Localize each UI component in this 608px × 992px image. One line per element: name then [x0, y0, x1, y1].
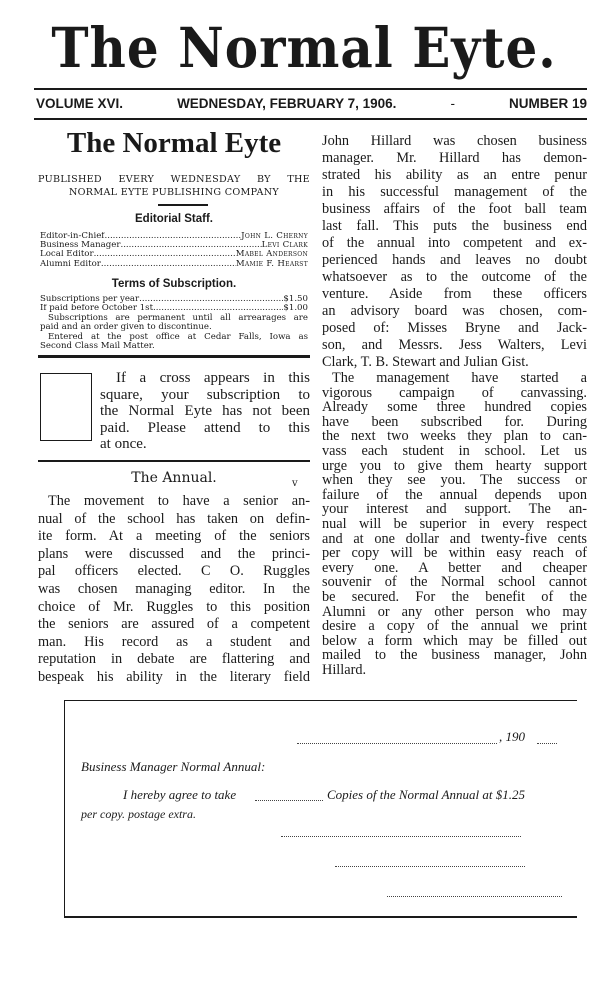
published-line: PUBLISHED EVERY WEDNESDAY BY THE [38, 174, 310, 185]
published-line: NORMAL EYTE PUBLISHING COMPANY [68, 187, 280, 198]
name-field[interactable] [281, 836, 521, 837]
text-line: when they see you. The success or [322, 472, 587, 489]
text-line: last fall. This puts the business end [322, 218, 587, 234]
text-line: every one. A better and cheaper [322, 559, 587, 576]
paper-title: The Normal Eyte [66, 127, 282, 159]
check-mark: v [292, 478, 298, 489]
text-line: John Hillard was chosen business [322, 133, 587, 149]
staff-row: Business Manager ..... Levi Clark [40, 241, 308, 250]
text-line: choice of Mr. Ruggles to this position [38, 598, 310, 615]
terms-note: Second Class Mail Matter. [40, 341, 155, 352]
staff-heading: Editorial Staff. [135, 213, 213, 225]
text-line: Alumni or any other person who may [322, 603, 587, 620]
text-line: of the annual into competent and ex- [322, 235, 587, 251]
agree-suffix: Copies of the Normal Annual at $1.25 [327, 787, 526, 802]
text-line: vass each student in school. Let us [322, 442, 587, 459]
text-line: be secured. For the benefit of the [322, 588, 587, 605]
terms-note: Entered at the post office at Cedar Falls, Iowa as [48, 331, 308, 342]
text-line: whatsoever as to the outcome of the [322, 269, 587, 285]
text-line: business affairs of the foot ball team [322, 201, 587, 217]
text-line: plans were discussed and the princi- [38, 545, 310, 562]
text-line: perienced hands and leaves no doubt [322, 252, 587, 268]
text-line: souvenir of the Normal school cannot [322, 574, 587, 591]
text-line: The movement to have a senior an- [48, 493, 310, 509]
text-line: vigorous campaign of canvassing. [322, 384, 587, 401]
text-line: and at one dollar and twenty-five cents [322, 530, 587, 547]
text-line: venture. Aside from these officers [322, 286, 587, 302]
terms-note: paid and an order given to discontinue. [40, 322, 212, 333]
issue-header [36, 96, 587, 111]
text-line: The management have started a [332, 370, 587, 386]
text-line: desire a copy of the annual we print [322, 618, 587, 635]
text-line: nual will be superior in every respect [322, 515, 587, 532]
terms-row: If paid before October 1st ..... $1.00 [40, 304, 308, 313]
issue-number: NUMBER 19 [508, 96, 587, 111]
top-rule [34, 88, 587, 90]
masthead-title: The Normal Eyte. [51, 15, 557, 80]
text-line: reputation in debate are flattering and [38, 651, 310, 668]
text-line: the next two weeks they plan to can- [322, 428, 587, 445]
text-line: pal officers elected. C O. Ruggles [38, 563, 310, 580]
header-separator: - [450, 96, 455, 111]
terms-note: Subscriptions are permanent until all arrearages are [48, 312, 308, 323]
text-line: failure of the annual depends upon [322, 486, 587, 503]
text-line: the seniors are assured of a competent [38, 616, 310, 633]
text-line: nual of the school has taken on defin- [38, 510, 310, 527]
date-suffix: , 190 [499, 729, 525, 744]
text-line: your interest and support. The an- [322, 501, 587, 518]
staff-row: Editor-in-Chief ..... John L. Cherny [40, 232, 308, 241]
copies-field[interactable] [255, 800, 323, 801]
terms-heading: Terms of Subscription. [111, 278, 237, 290]
header-rule [34, 118, 587, 120]
text-line: in his successful management of the [322, 184, 587, 200]
form-salutation: Business Manager Normal Annual: [81, 759, 266, 774]
article-body-right [322, 133, 587, 677]
text-line: bespeak his ability in the literary field [38, 668, 310, 685]
divider [158, 204, 208, 206]
text-line: an advisory board was chosen, com- [322, 303, 587, 319]
text-line: urge you to give them hearty support [322, 457, 587, 474]
order-form [64, 700, 577, 918]
text-line: Hillard. [322, 661, 367, 678]
text-line: son, and Messrs. Jess Walters, Levi [322, 337, 587, 353]
text-line: ite form. At a meeting of the seniors [38, 528, 310, 545]
article-body-left [38, 493, 310, 687]
city-field[interactable] [387, 896, 562, 897]
text-line: mailed to the business manager, John [322, 647, 587, 664]
divider [38, 355, 310, 358]
text-line: posed of: Misses Bryne and Jack- [322, 320, 587, 336]
subscription-check-box [40, 373, 92, 441]
text-line: man. His record as a student and [38, 633, 310, 650]
staff-row: Local Editor ..... Mabel Anderson [40, 250, 308, 259]
staff-row: Alumni Editor ..... Mamie F. Hearst [40, 260, 308, 269]
year-field[interactable] [537, 743, 557, 744]
text-line: Already some three hundred copies [322, 399, 587, 416]
terms-row: Subscriptions per year ..... $1.50 [40, 295, 308, 304]
article-title: The Annual. [131, 470, 217, 486]
divider [38, 460, 310, 462]
text-line: per copy will be within easy reach of [322, 545, 587, 562]
text-line: manager. Mr. Hillard has demon- [322, 150, 587, 166]
staff-list [40, 232, 308, 269]
agree-prefix: I hereby agree to take [123, 787, 237, 802]
subscription-notice: If a cross appears in this square, your subscription to the Normal Eyte has not been paid. Please attend to this at once. [100, 370, 310, 453]
issue-date: WEDNESDAY, FEBRUARY 7, 1906. [177, 96, 397, 111]
text-line: Clark, T. B. Stewart and Julian Gist. [322, 354, 529, 370]
text-line: have been subscribed for. During [322, 413, 587, 430]
volume: VOLUME XVI. [36, 96, 124, 111]
text-line: strated his ability as an entre penur [322, 167, 587, 183]
address-field[interactable] [335, 866, 525, 867]
agree-line2: per copy. postage extra. [81, 807, 196, 821]
text-line: below a form which may be filled out [322, 632, 587, 649]
terms-list [40, 295, 308, 351]
text-line: was chosen managing editor. In the [38, 580, 310, 597]
date-field[interactable] [297, 743, 497, 744]
